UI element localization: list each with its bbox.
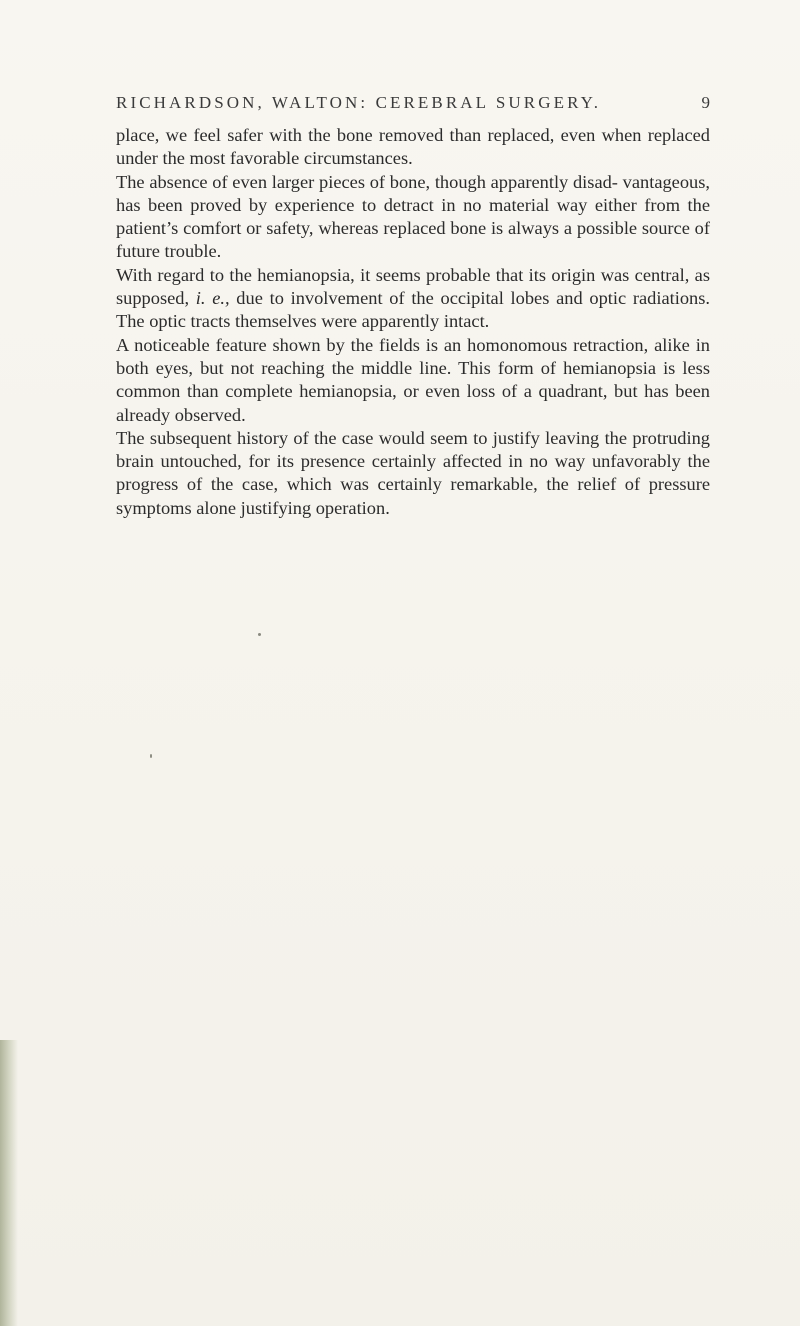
paper-speck — [258, 633, 261, 636]
paragraph-1: place, we feel safer with the bone removed than replaced, even when replaced under the most favorable circumstances. — [116, 125, 710, 169]
page-number: 9 — [701, 93, 710, 112]
paragraph-3-start: With regard to the hemianopsia, it seems probable that its origin was central, as supposed, — [116, 264, 710, 309]
running-head — [116, 93, 710, 117]
edge-stain — [0, 1040, 18, 1326]
paragraph-2: The absence of even larger pieces of bone, though apparently disad- vantageous, has been proved by experience to detract in no material way either from the patient’s comfort or safety, whereas replaced bone is always a possible source of future trouble. — [116, 171, 710, 262]
paragraph-5: The subsequent history of the case would seem to justify leaving the protruding brain untouched, for its presence certainly affected in no way unfavorably the progress of the case, which was certainly remarkable, the relief of pressure symptoms alone justifying operation. — [116, 427, 710, 518]
paragraph-3 — [116, 264, 710, 334]
paragraph-3-ie: i. e., — [195, 288, 230, 309]
paragraph-4: A noticeable feature shown by the fields is an homonomous retraction, alike in both eyes, but not reaching the middle line. This form of hemianopsia is less common than complete hemianopsia, or even loss of a quadrant, but has been already observed. — [116, 334, 710, 425]
running-title: RICHARDSON, WALTON: CEREBRAL SURGERY. — [116, 93, 602, 112]
paper-speck — [150, 754, 152, 758]
body-text — [116, 124, 710, 520]
paragraph-3-end: due to involvement of the occipital lobes and optic radiations. The optic tracts themselves were apparently intact. — [116, 288, 710, 332]
